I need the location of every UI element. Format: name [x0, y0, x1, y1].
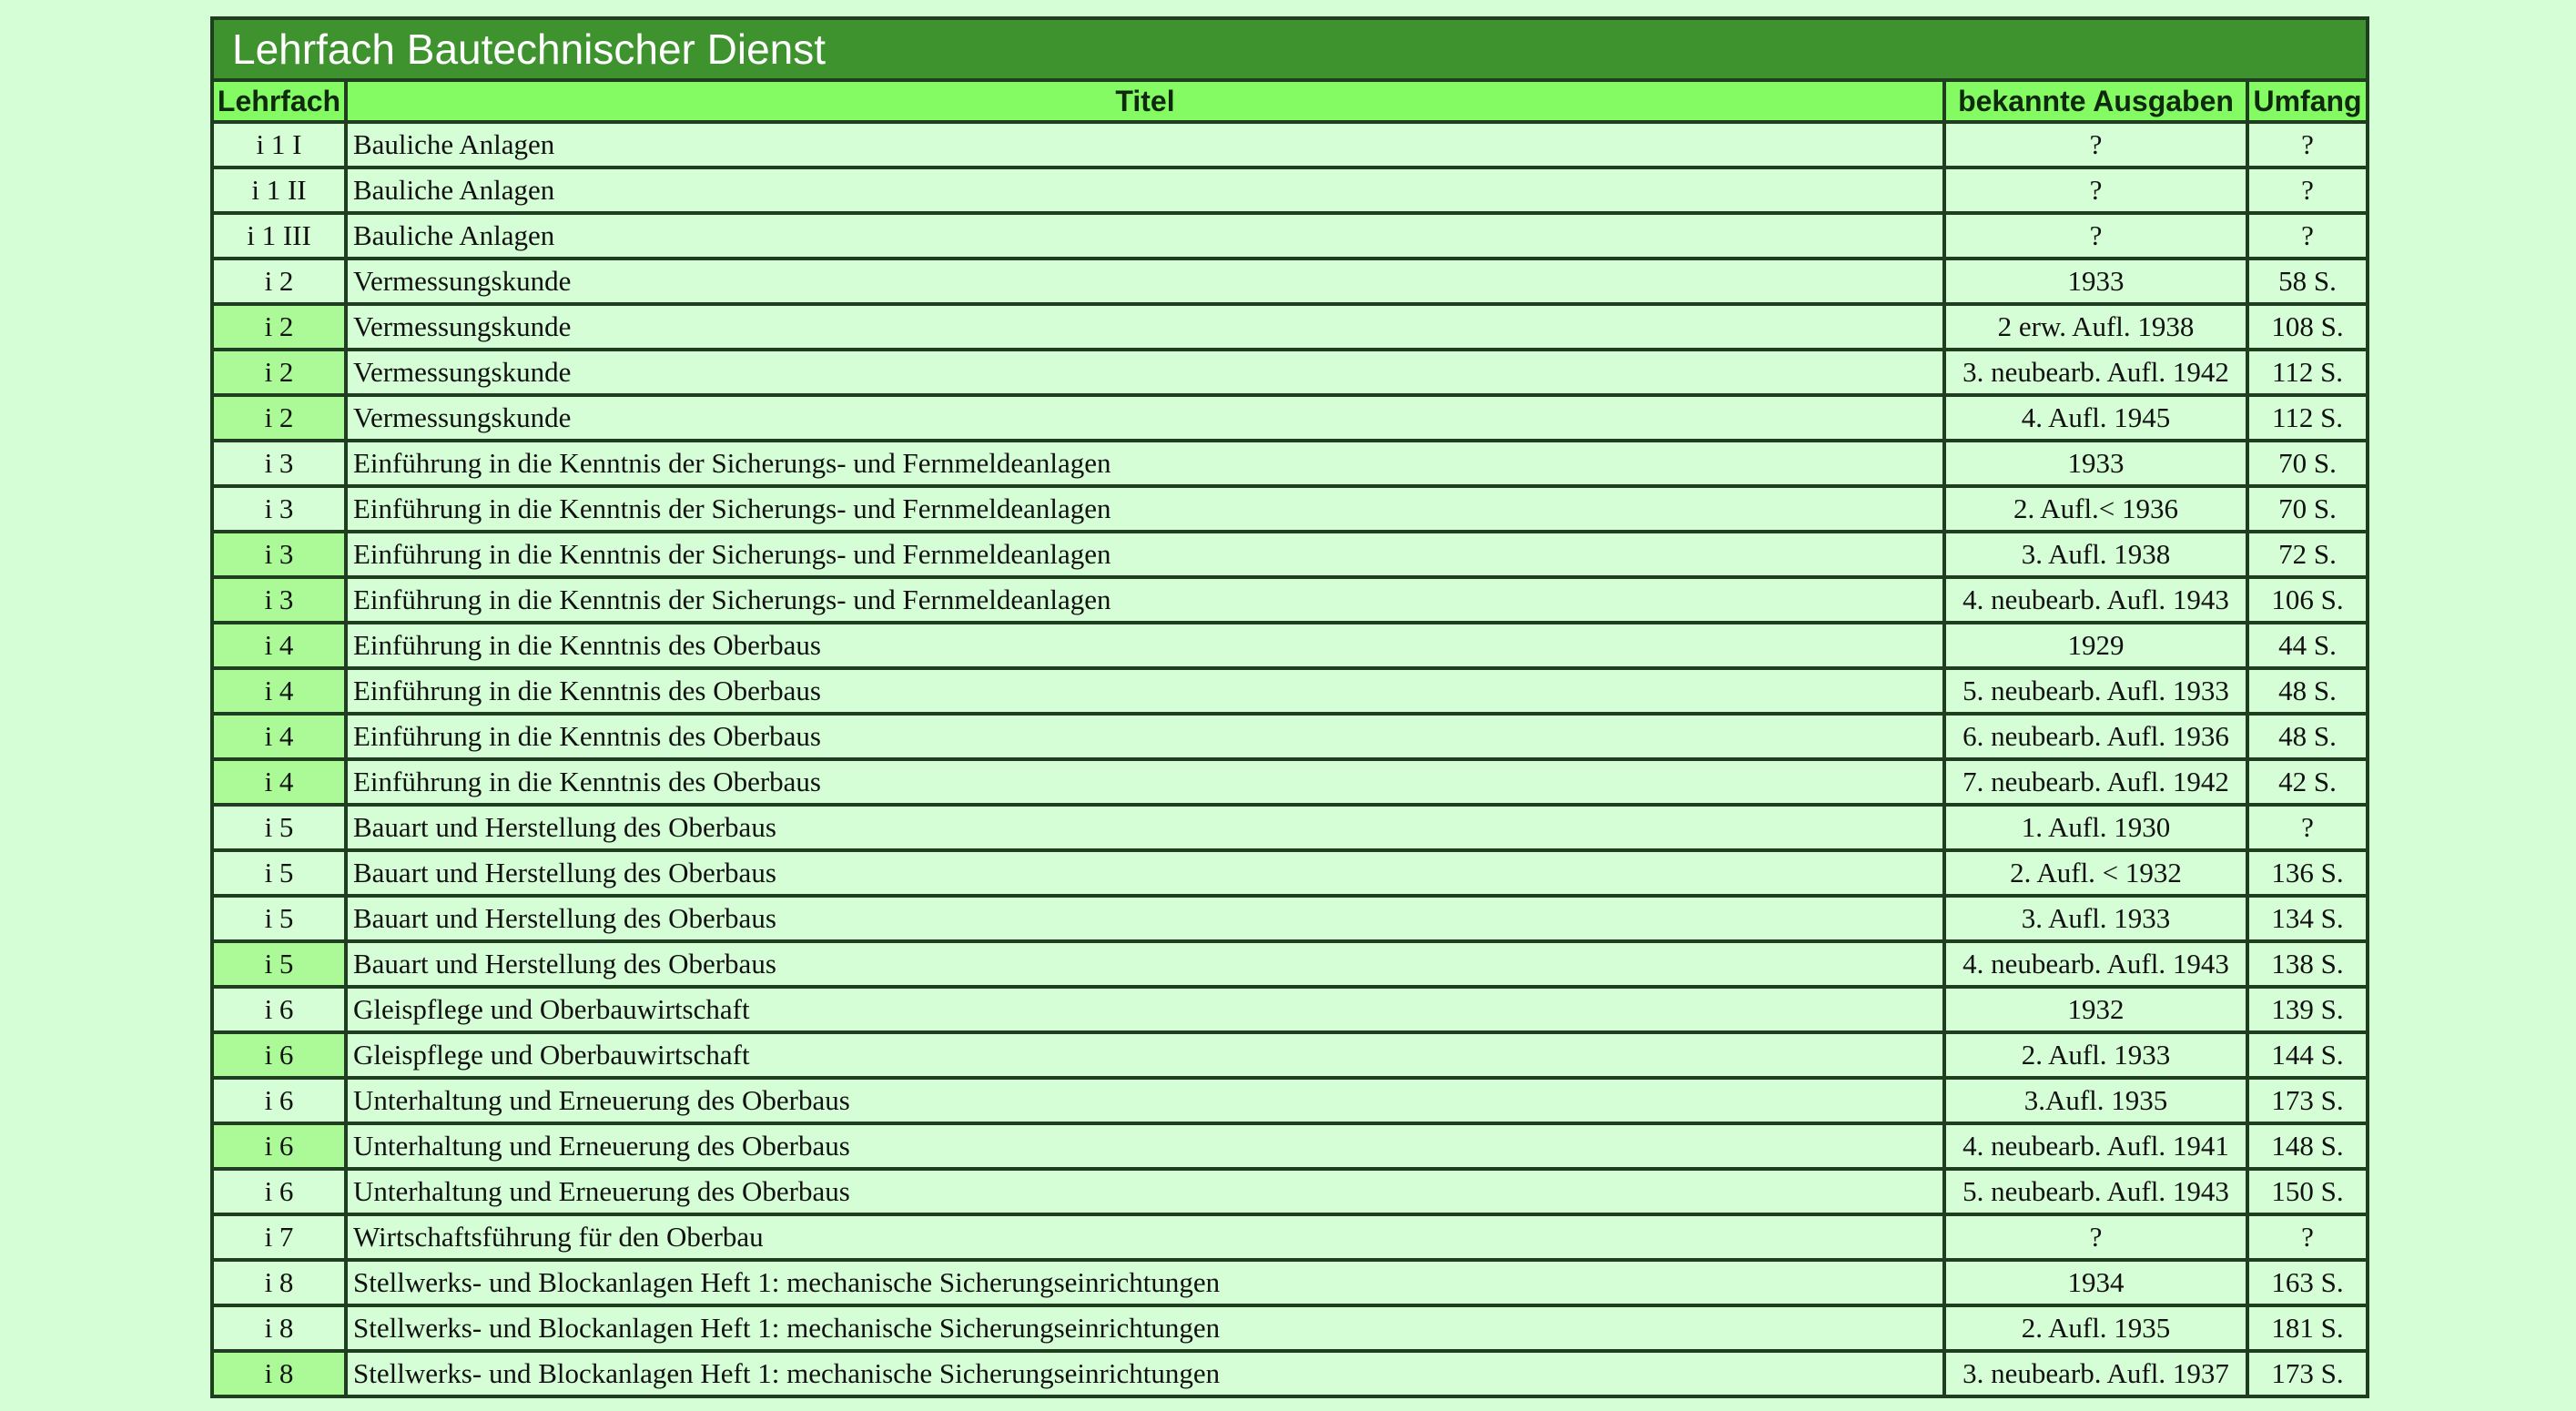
- cell-umfang: 150 S.: [2247, 1169, 2368, 1214]
- cell-umfang: 72 S.: [2247, 532, 2368, 577]
- cell-ausgaben: 1932: [1944, 987, 2247, 1032]
- cell-lehrfach: i 1 II: [212, 167, 346, 213]
- cell-umfang: 144 S.: [2247, 1032, 2368, 1078]
- cell-umfang: 112 S.: [2247, 395, 2368, 441]
- cell-umfang: ?: [2247, 805, 2368, 850]
- cell-lehrfach: i 8: [212, 1260, 346, 1305]
- table-row: [212, 1260, 2368, 1305]
- cell-lehrfach: i 3: [212, 532, 346, 577]
- cell-titel: Gleispflege und Oberbauwirtschaft: [346, 987, 1944, 1032]
- cell-lehrfach: i 4: [212, 714, 346, 759]
- table-row: [212, 350, 2368, 395]
- cell-lehrfach: i 4: [212, 759, 346, 805]
- cell-titel: Bauart und Herstellung des Oberbaus: [346, 896, 1944, 941]
- cell-ausgaben: 3. Aufl. 1933: [1944, 896, 2247, 941]
- cell-titel: Einführung in die Kenntnis des Oberbaus: [346, 668, 1944, 714]
- cell-umfang: ?: [2247, 1214, 2368, 1260]
- table-row: [212, 167, 2368, 213]
- cell-ausgaben: ?: [1944, 213, 2247, 259]
- cell-ausgaben: 1. Aufl. 1930: [1944, 805, 2247, 850]
- cell-umfang: 42 S.: [2247, 759, 2368, 805]
- cell-titel: Stellwerks- und Blockanlagen Heft 1: mechanische Sicherungseinrichtungen: [346, 1260, 1944, 1305]
- table-row: [212, 1351, 2368, 1396]
- cell-titel: Bauliche Anlagen: [346, 167, 1944, 213]
- header-titel: Titel: [346, 80, 1944, 122]
- cell-umfang: 70 S.: [2247, 486, 2368, 532]
- cell-titel: Einführung in die Kenntnis des Oberbaus: [346, 623, 1944, 668]
- cell-titel: Stellwerks- und Blockanlagen Heft 1: mechanische Sicherungseinrichtungen: [346, 1351, 1944, 1396]
- cell-umfang: 48 S.: [2247, 714, 2368, 759]
- cell-lehrfach: i 8: [212, 1305, 346, 1351]
- cell-umfang: 139 S.: [2247, 987, 2368, 1032]
- table-row: [212, 1169, 2368, 1214]
- cell-umfang: 44 S.: [2247, 623, 2368, 668]
- table-row: [212, 759, 2368, 805]
- cell-umfang: 58 S.: [2247, 259, 2368, 304]
- table-row: [212, 1123, 2368, 1169]
- cell-ausgaben: 4. neubearb. Aufl. 1941: [1944, 1123, 2247, 1169]
- cell-lehrfach: i 7: [212, 1214, 346, 1260]
- cell-lehrfach: i 5: [212, 896, 346, 941]
- cell-titel: Vermessungskunde: [346, 259, 1944, 304]
- cell-titel: Einführung in die Kenntnis der Sicherungs- und Fernmeldeanlagen: [346, 486, 1944, 532]
- cell-ausgaben: 7. neubearb. Aufl. 1942: [1944, 759, 2247, 805]
- cell-lehrfach: i 5: [212, 941, 346, 987]
- publication-table: [210, 16, 2369, 1398]
- table-title-row: [212, 18, 2368, 80]
- cell-umfang: 112 S.: [2247, 350, 2368, 395]
- table-row: [212, 441, 2368, 486]
- cell-titel: Bauliche Anlagen: [346, 213, 1944, 259]
- cell-lehrfach: i 4: [212, 623, 346, 668]
- cell-titel: Stellwerks- und Blockanlagen Heft 1: mechanische Sicherungseinrichtungen: [346, 1305, 1944, 1351]
- table-row: [212, 532, 2368, 577]
- table-row: [212, 668, 2368, 714]
- cell-titel: Unterhaltung und Erneuerung des Oberbaus: [346, 1078, 1944, 1123]
- cell-umfang: 106 S.: [2247, 577, 2368, 623]
- cell-lehrfach: i 2: [212, 395, 346, 441]
- cell-lehrfach: i 3: [212, 441, 346, 486]
- cell-titel: Vermessungskunde: [346, 350, 1944, 395]
- cell-ausgaben: 1934: [1944, 1260, 2247, 1305]
- cell-lehrfach: i 6: [212, 1032, 346, 1078]
- cell-ausgaben: 4. neubearb. Aufl. 1943: [1944, 577, 2247, 623]
- table-row: [212, 1078, 2368, 1123]
- table-row: [212, 1214, 2368, 1260]
- cell-ausgaben: 3.Aufl. 1935: [1944, 1078, 2247, 1123]
- cell-lehrfach: i 1 III: [212, 213, 346, 259]
- cell-titel: Wirtschaftsführung für den Oberbau: [346, 1214, 1944, 1260]
- table-row: [212, 486, 2368, 532]
- table-row: [212, 1305, 2368, 1351]
- cell-lehrfach: i 5: [212, 805, 346, 850]
- cell-titel: Einführung in die Kenntnis der Sicherungs- und Fernmeldeanlagen: [346, 441, 1944, 486]
- table-row: [212, 395, 2368, 441]
- cell-titel: Bauart und Herstellung des Oberbaus: [346, 941, 1944, 987]
- cell-lehrfach: i 6: [212, 1123, 346, 1169]
- table-row: [212, 1032, 2368, 1078]
- cell-umfang: 70 S.: [2247, 441, 2368, 486]
- table-row: [212, 259, 2368, 304]
- cell-ausgaben: 3. neubearb. Aufl. 1942: [1944, 350, 2247, 395]
- cell-titel: Bauart und Herstellung des Oberbaus: [346, 805, 1944, 850]
- table-row: [212, 714, 2368, 759]
- cell-umfang: 108 S.: [2247, 304, 2368, 350]
- cell-umfang: 138 S.: [2247, 941, 2368, 987]
- cell-titel: Bauliche Anlagen: [346, 122, 1944, 167]
- cell-ausgaben: 2 erw. Aufl. 1938: [1944, 304, 2247, 350]
- cell-titel: Gleispflege und Oberbauwirtschaft: [346, 1032, 1944, 1078]
- publication-table-container: [210, 16, 2366, 1398]
- cell-lehrfach: i 2: [212, 304, 346, 350]
- table-row: [212, 577, 2368, 623]
- cell-ausgaben: 2. Aufl. 1935: [1944, 1305, 2247, 1351]
- cell-ausgaben: 5. neubearb. Aufl. 1943: [1944, 1169, 2247, 1214]
- cell-lehrfach: i 2: [212, 350, 346, 395]
- table-header-row: [212, 80, 2368, 122]
- cell-umfang: 136 S.: [2247, 850, 2368, 896]
- cell-umfang: 148 S.: [2247, 1123, 2368, 1169]
- table-row: [212, 304, 2368, 350]
- cell-ausgaben: 2. Aufl.< 1936: [1944, 486, 2247, 532]
- cell-umfang: 181 S.: [2247, 1305, 2368, 1351]
- table-body: [212, 122, 2368, 1396]
- cell-titel: Einführung in die Kenntnis der Sicherungs- und Fernmeldeanlagen: [346, 577, 1944, 623]
- header-ausgaben: bekannte Ausgaben: [1944, 80, 2247, 122]
- cell-ausgaben: 1933: [1944, 441, 2247, 486]
- table-row: [212, 941, 2368, 987]
- table-row: [212, 623, 2368, 668]
- cell-umfang: 173 S.: [2247, 1351, 2368, 1396]
- cell-umfang: ?: [2247, 167, 2368, 213]
- cell-umfang: ?: [2247, 122, 2368, 167]
- cell-lehrfach: i 1 I: [212, 122, 346, 167]
- cell-lehrfach: i 6: [212, 1169, 346, 1214]
- cell-titel: Einführung in die Kenntnis der Sicherungs- und Fernmeldeanlagen: [346, 532, 1944, 577]
- cell-titel: Bauart und Herstellung des Oberbaus: [346, 850, 1944, 896]
- table-row: [212, 896, 2368, 941]
- cell-ausgaben: 1933: [1944, 259, 2247, 304]
- table-row: [212, 213, 2368, 259]
- table-row: [212, 987, 2368, 1032]
- cell-lehrfach: i 2: [212, 259, 346, 304]
- cell-ausgaben: ?: [1944, 167, 2247, 213]
- cell-lehrfach: i 8: [212, 1351, 346, 1396]
- cell-ausgaben: 2. Aufl. 1933: [1944, 1032, 2247, 1078]
- cell-lehrfach: i 3: [212, 577, 346, 623]
- cell-titel: Einführung in die Kenntnis des Oberbaus: [346, 714, 1944, 759]
- cell-lehrfach: i 5: [212, 850, 346, 896]
- cell-ausgaben: ?: [1944, 1214, 2247, 1260]
- cell-umfang: 134 S.: [2247, 896, 2368, 941]
- header-umfang: Umfang: [2247, 80, 2368, 122]
- cell-titel: Unterhaltung und Erneuerung des Oberbaus: [346, 1169, 1944, 1214]
- cell-ausgaben: ?: [1944, 122, 2247, 167]
- table-row: [212, 850, 2368, 896]
- cell-ausgaben: 4. Aufl. 1945: [1944, 395, 2247, 441]
- cell-titel: Einführung in die Kenntnis des Oberbaus: [346, 759, 1944, 805]
- cell-titel: Vermessungskunde: [346, 395, 1944, 441]
- cell-titel: Unterhaltung und Erneuerung des Oberbaus: [346, 1123, 1944, 1169]
- header-lehrfach: Lehrfach: [212, 80, 346, 122]
- table-row: [212, 122, 2368, 167]
- cell-lehrfach: i 3: [212, 486, 346, 532]
- cell-umfang: ?: [2247, 213, 2368, 259]
- table-title: Lehrfach Bautechnischer Dienst: [212, 18, 2368, 80]
- cell-ausgaben: 3. neubearb. Aufl. 1937: [1944, 1351, 2247, 1396]
- cell-ausgaben: 5. neubearb. Aufl. 1933: [1944, 668, 2247, 714]
- table-row: [212, 805, 2368, 850]
- cell-titel: Vermessungskunde: [346, 304, 1944, 350]
- cell-lehrfach: i 4: [212, 668, 346, 714]
- cell-ausgaben: 6. neubearb. Aufl. 1936: [1944, 714, 2247, 759]
- cell-ausgaben: 2. Aufl. < 1932: [1944, 850, 2247, 896]
- cell-umfang: 173 S.: [2247, 1078, 2368, 1123]
- cell-ausgaben: 3. Aufl. 1938: [1944, 532, 2247, 577]
- cell-ausgaben: 1929: [1944, 623, 2247, 668]
- cell-umfang: 163 S.: [2247, 1260, 2368, 1305]
- cell-umfang: 48 S.: [2247, 668, 2368, 714]
- cell-ausgaben: 4. neubearb. Aufl. 1943: [1944, 941, 2247, 987]
- cell-lehrfach: i 6: [212, 1078, 346, 1123]
- cell-lehrfach: i 6: [212, 987, 346, 1032]
